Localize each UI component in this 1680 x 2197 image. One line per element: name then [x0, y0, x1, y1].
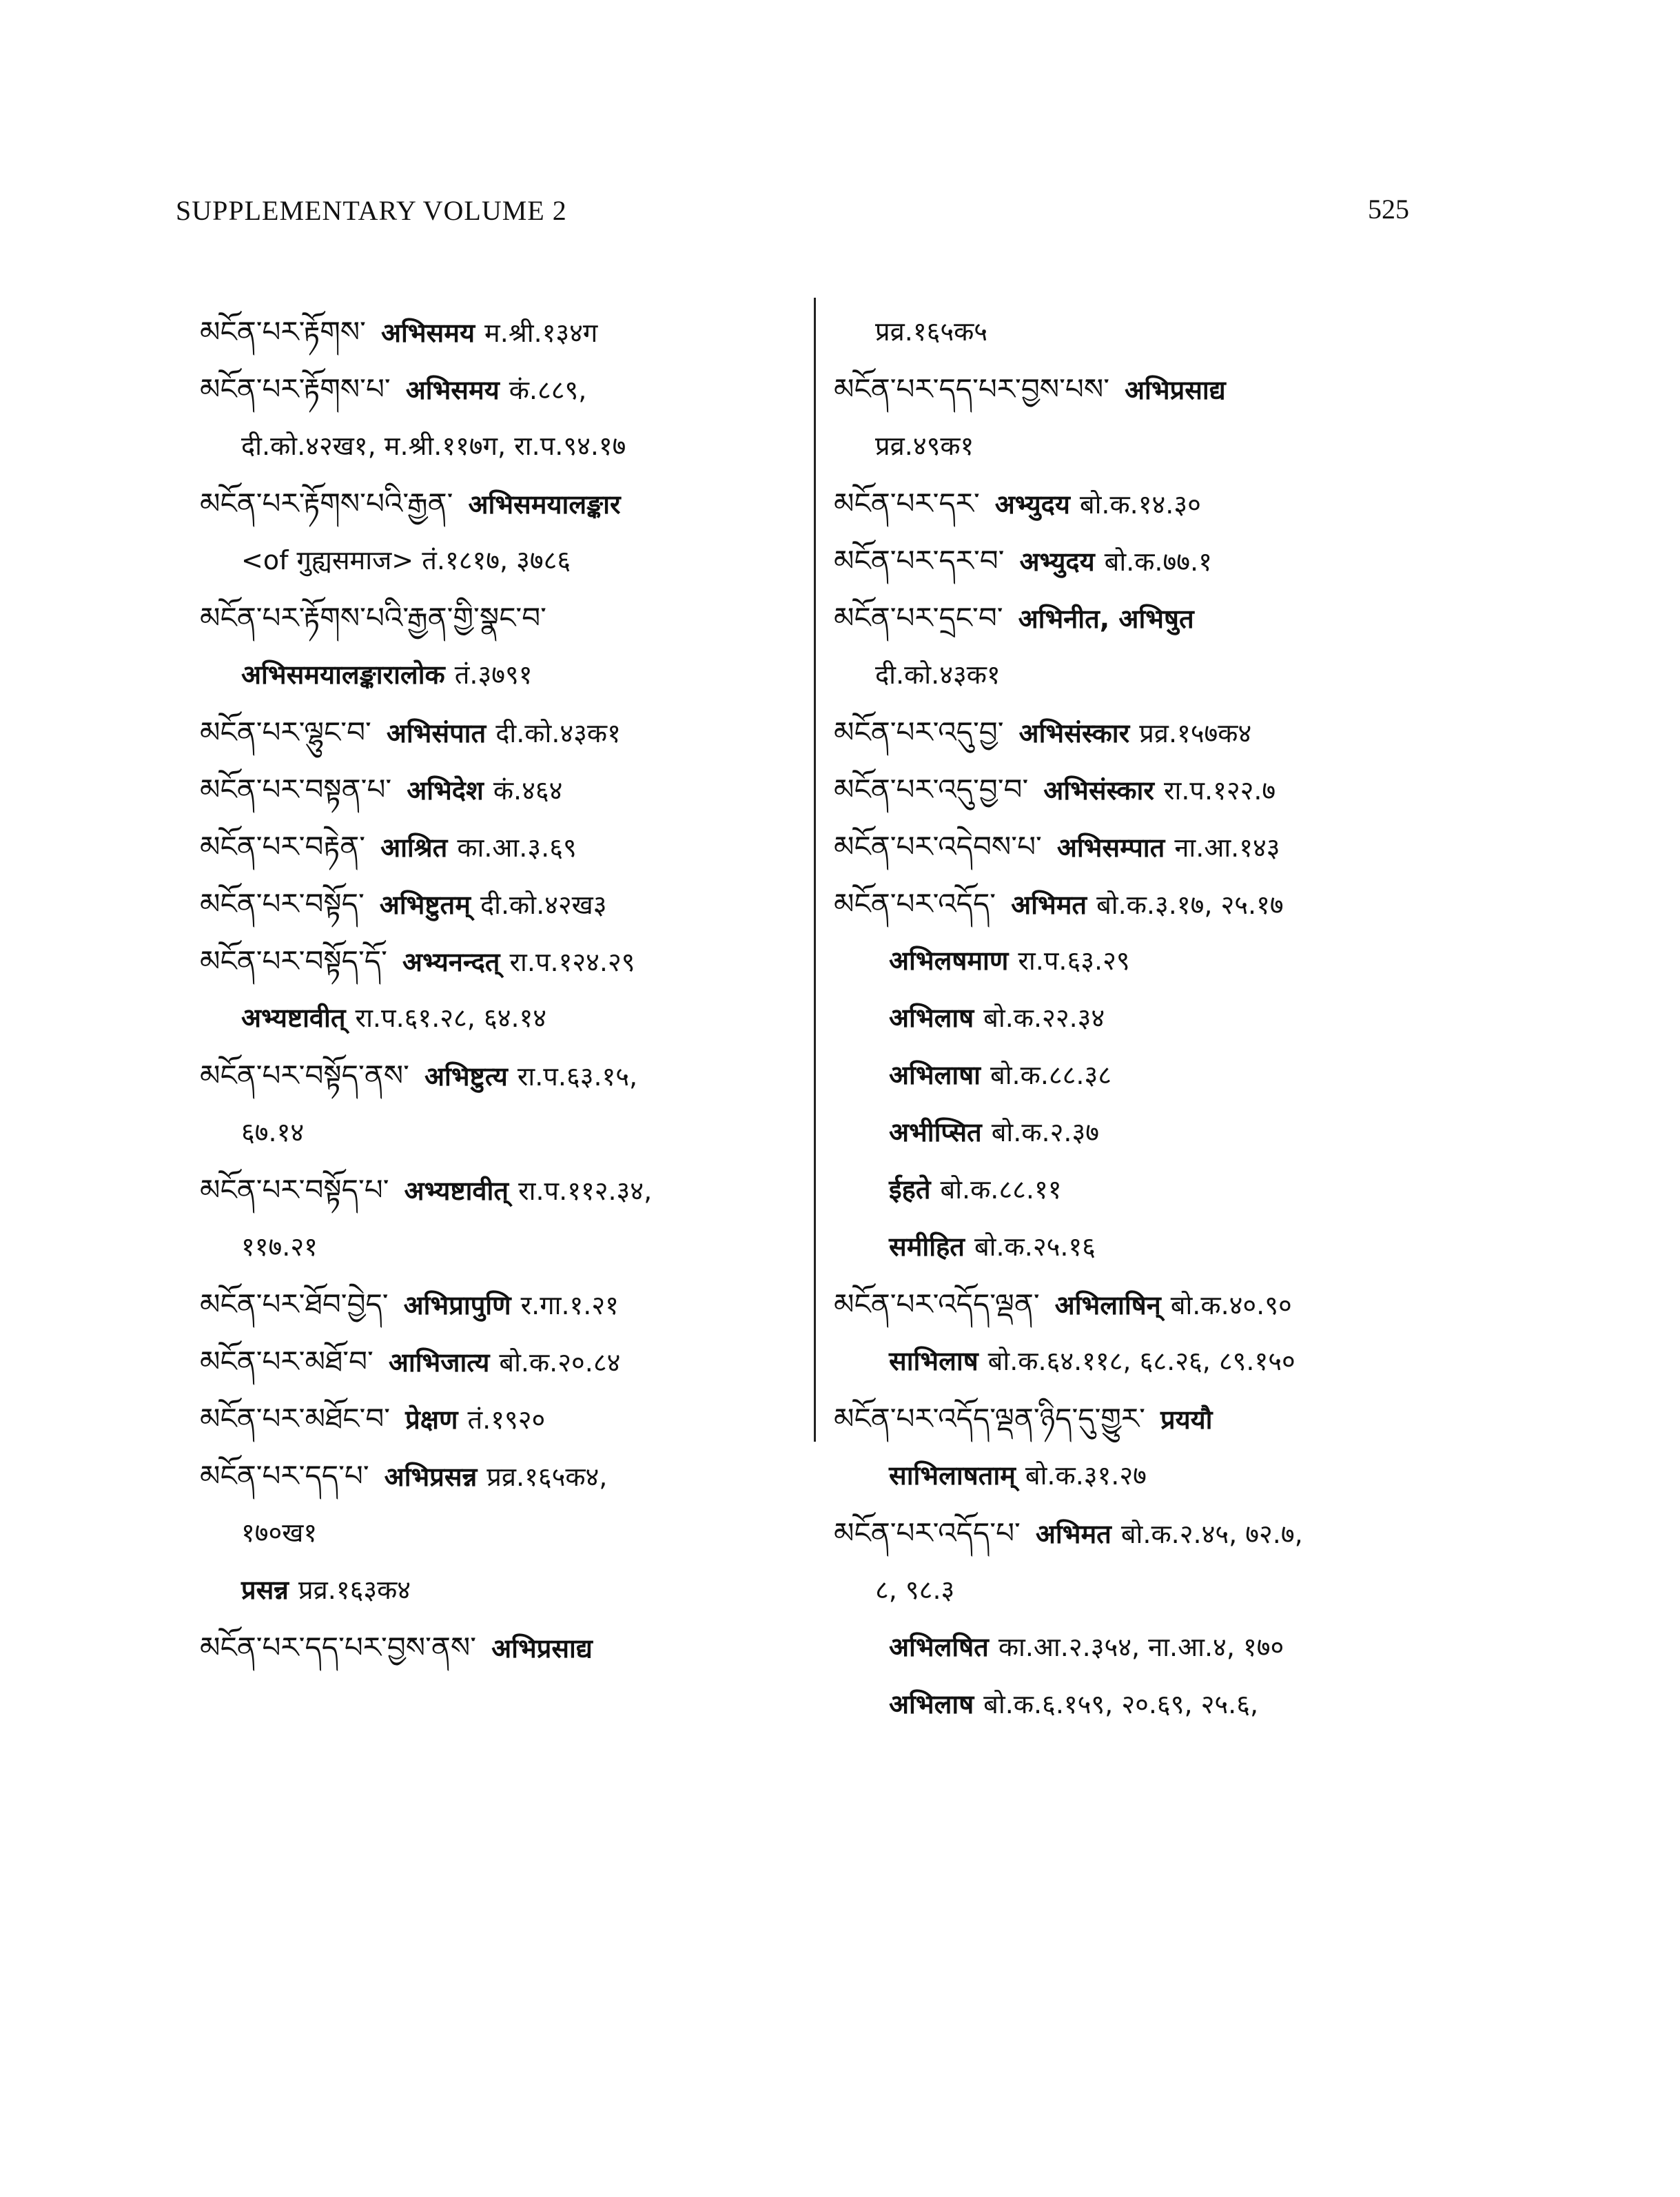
dictionary-entry-line — [834, 818, 1454, 875]
tibetan-headword: མངོན་པར་དད་པར་བྱས་ནས་ — [200, 1631, 477, 1664]
sanskrit-equivalent: अभ्यनन्दत् — [402, 947, 500, 977]
dictionary-entry-line — [200, 932, 806, 990]
dictionary-entry-line — [834, 875, 1454, 932]
tibetan-headword: མངོན་པར་དད་པར་བྱས་པས་ — [834, 372, 1110, 406]
sanskrit-equivalent: साभिलाष — [889, 1346, 979, 1376]
source-reference: बो.क.३.१७, २५.१७ — [1096, 890, 1284, 920]
source-reference: प्रव्र.१६३क४ — [298, 1575, 411, 1605]
left-column — [200, 303, 806, 1676]
column-divider — [814, 298, 816, 1442]
source-reference: तं.३७९१ — [454, 660, 533, 690]
tibetan-headword: མངོན་པར་འདུ་བྱ་ — [834, 715, 1004, 749]
sanskrit-equivalent: अभिप्रापुणि — [403, 1290, 511, 1320]
dictionary-entry-line — [200, 303, 806, 360]
sanskrit-equivalent: अभिप्रसाद्य — [491, 1633, 593, 1664]
dictionary-entry-line — [200, 1161, 806, 1218]
dictionary-entry-line — [200, 818, 806, 875]
tibetan-headword: མངོན་པར་བསྟོད་ནས་ — [200, 1059, 409, 1092]
tibetan-headword: མངོན་པར་རྟོགས་པའི་རྒྱན་གྱི་སྣང་བ་ — [200, 601, 546, 635]
dictionary-entry-line — [200, 1504, 806, 1562]
source-reference: बो.क.६४.११८, ६८.२६, ८९.१५० — [987, 1346, 1295, 1376]
dictionary-entry-line — [200, 1562, 806, 1619]
source-reference: बो.क.६.१५९, २०.६९, २५.६, — [983, 1689, 1259, 1719]
tibetan-headword: མངོན་པར་བརྟེན་ — [200, 830, 366, 864]
source-reference: बो.क.७७.१ — [1104, 546, 1212, 577]
source-reference: <of गुह्यसमाज> तं.१८१७, ३७८६ — [241, 545, 571, 575]
tibetan-headword: མངོན་པར་དྲང་བ་ — [834, 601, 1003, 635]
dictionary-entry-line — [834, 1333, 1454, 1390]
dictionary-entry-line — [834, 303, 1454, 360]
right-column — [834, 303, 1454, 1733]
dictionary-entry-line — [834, 1104, 1454, 1161]
sanskrit-equivalent: अभिमत — [1035, 1519, 1112, 1549]
dictionary-entry-line — [200, 1333, 806, 1390]
sanskrit-equivalent: अभिलषित — [889, 1632, 989, 1662]
sanskrit-equivalent: आश्रित — [380, 832, 448, 863]
dictionary-entry-line — [834, 1390, 1454, 1447]
tibetan-headword: མངོན་པར་དར་བ་ — [834, 544, 1005, 578]
source-reference: प्रव्र.१६५क४, — [486, 1462, 608, 1492]
sanskrit-equivalent: ईहते — [889, 1174, 931, 1205]
sanskrit-equivalent: अभीप्सित — [889, 1117, 982, 1147]
source-reference: रा.प.१२४.२९ — [509, 947, 635, 977]
source-reference: बो.क.८८.११ — [940, 1174, 1062, 1205]
source-reference: ना.आ.१४३ — [1174, 832, 1280, 863]
source-reference: बो.क.३१.२७ — [1025, 1460, 1147, 1491]
sanskrit-equivalent: अभ्युदय — [1019, 546, 1095, 577]
tibetan-headword: མངོན་པར་རྟོགས་པ་ — [200, 372, 391, 406]
sanskrit-equivalent: अभिसमय — [405, 375, 500, 405]
source-reference: बो.क.२२.३४ — [983, 1003, 1105, 1033]
source-reference: प्रव्र.१६५क५ — [875, 316, 988, 347]
dictionary-entry-line — [200, 1390, 806, 1447]
sanskrit-equivalent: अभिदेश — [407, 775, 484, 806]
source-reference: का.आ.२.३५४, ना.आ.४, १७० — [998, 1632, 1284, 1662]
source-reference: रा.प.६१.२८, ६४.१४ — [355, 1003, 547, 1033]
dictionary-entry-line — [200, 1619, 806, 1676]
sanskrit-equivalent: अभिष्टुत्य — [424, 1061, 508, 1092]
dictionary-entry-line — [834, 990, 1454, 1047]
source-reference: म.श्री.१३४ग — [484, 318, 598, 348]
sanskrit-equivalent: समीहित — [889, 1232, 965, 1262]
tibetan-headword: མངོན་པར་འདོད་ — [834, 887, 996, 921]
sanskrit-equivalent: अभिनीत, अभिषुत — [1018, 604, 1194, 634]
tibetan-headword: མངོན་པར་འདོད་པ་ — [834, 1516, 1021, 1550]
source-reference: दी.को.४२ख१, म.श्री.११७ग, रा.प.९४.१७ — [241, 431, 626, 461]
tibetan-headword: མངོན་པར་རྟོགས་ — [200, 315, 366, 349]
source-reference: रा.प.६३.१५, — [517, 1061, 638, 1092]
sanskrit-equivalent: अभिसमय — [380, 318, 475, 348]
tibetan-headword: མངོན་པར་མཐོང་བ་ — [200, 1402, 391, 1435]
sanskrit-equivalent: अभिलषमाण — [889, 946, 1009, 976]
source-reference: बो.क.२.४५, ७२.७, — [1120, 1519, 1303, 1549]
dictionary-entry-line — [834, 932, 1454, 990]
tibetan-headword: མངོན་པར་འདུ་བྱ་བ་ — [834, 773, 1029, 806]
sanskrit-equivalent: अभिष्टुतम् — [379, 890, 471, 920]
source-reference: रा.प.१२२.७ — [1163, 775, 1276, 806]
tibetan-headword: མངོན་པར་བསྟོད་ — [200, 887, 365, 921]
source-reference: रा.प.६३.२९ — [1018, 946, 1130, 976]
source-reference: ६७.१४ — [241, 1117, 305, 1147]
sanskrit-equivalent: प्रसन्न — [241, 1575, 289, 1605]
sanskrit-equivalent: अभिमत — [1011, 890, 1087, 920]
dictionary-entry-line — [200, 1047, 806, 1104]
dictionary-entry-line — [834, 360, 1454, 418]
source-reference: बो.क.२०.८४ — [499, 1347, 621, 1378]
source-reference: बो.क.४०.९० — [1170, 1290, 1292, 1320]
dictionary-entry-line — [834, 1447, 1454, 1504]
sanskrit-equivalent: अभ्यष्टावीत् — [404, 1176, 509, 1206]
sanskrit-equivalent: प्रययौ — [1160, 1404, 1213, 1435]
dictionary-entry-line — [200, 875, 806, 932]
dictionary-entry-line — [834, 646, 1454, 704]
tibetan-headword: མངོན་པར་བསྟན་པ་ — [200, 773, 392, 806]
dictionary-entry-line — [200, 1104, 806, 1161]
source-reference: दी.को.४३क१ — [875, 660, 1001, 690]
source-reference: बो.क.१४.३० — [1079, 489, 1201, 520]
dictionary-entry-line — [200, 646, 806, 704]
tibetan-headword: མངོན་པར་བསྟོད་དོ་ — [200, 944, 387, 978]
tibetan-headword: མངོན་པར་འདེབས་པ་ — [834, 830, 1042, 864]
sanskrit-equivalent: अभिसंपात — [386, 718, 486, 748]
dictionary-entry-line — [200, 1218, 806, 1276]
source-reference: दी.को.४२ख३ — [480, 890, 607, 920]
tibetan-headword: མངོན་པར་རྟོགས་པའི་རྒྱན་ — [200, 487, 453, 520]
sanskrit-equivalent: अभिलाषा — [889, 1060, 981, 1090]
tibetan-headword: མངོན་པར་མཐོ་བ་ — [200, 1345, 373, 1378]
tibetan-headword: མངོན་པར་ལྷུང་བ་ — [200, 715, 371, 749]
sanskrit-equivalent: अभिलाष — [889, 1003, 974, 1033]
sanskrit-equivalent: अभिप्रसाद्य — [1125, 375, 1226, 405]
source-reference: तं.१९२० — [467, 1404, 546, 1435]
dictionary-entry-line — [834, 1161, 1454, 1218]
dictionary-entry-line — [834, 1619, 1454, 1676]
sanskrit-equivalent: अभिसम्पात — [1056, 832, 1165, 863]
source-reference: बो.क.८८.३८ — [990, 1060, 1112, 1090]
source-reference: कं.४६४ — [493, 775, 563, 806]
source-reference: प्रव्र.१५७क४ — [1139, 718, 1252, 748]
dictionary-entry-line — [200, 475, 806, 532]
source-reference: ११७.२१ — [241, 1232, 318, 1262]
dictionary-entry-line — [200, 1276, 806, 1333]
tibetan-headword: མངོན་པར་བསྟོད་པ་ — [200, 1173, 389, 1207]
sanskrit-equivalent: अभिलाष — [889, 1689, 974, 1719]
sanskrit-equivalent: अभिप्रसन्न — [384, 1462, 478, 1492]
dictionary-entry-line — [200, 418, 806, 475]
dictionary-entry-line — [834, 1047, 1454, 1104]
tibetan-headword: མངོན་པར་ཐོབ་བྱེད་ — [200, 1287, 389, 1321]
sanskrit-equivalent: अभिलाषिन् — [1054, 1290, 1161, 1320]
dictionary-entry-line — [834, 1276, 1454, 1333]
dictionary-entry-line — [834, 704, 1454, 761]
source-reference: १७०ख१ — [241, 1518, 318, 1548]
sanskrit-equivalent: साभिलाषताम् — [889, 1460, 1016, 1491]
dictionary-entry-line — [834, 475, 1454, 532]
source-reference: रा.प.११२.३४, — [518, 1176, 653, 1206]
tibetan-headword: མངོན་པར་འདོད་ལྡན་ — [834, 1287, 1040, 1321]
sanskrit-equivalent: अभिसंस्कार — [1018, 718, 1130, 748]
dictionary-entry-line — [200, 589, 806, 646]
dictionary-entry-line — [200, 1447, 806, 1504]
sanskrit-equivalent: आभिजात्य — [388, 1347, 490, 1378]
dictionary-entry-line — [834, 589, 1454, 646]
tibetan-headword: མངོན་པར་འདོད་ལྡན་ཉིད་དུ་གྱུར་ — [834, 1402, 1145, 1435]
page-number: 525 — [1368, 194, 1409, 225]
tibetan-headword: མངོན་པར་དད་པ་ — [200, 1459, 369, 1493]
source-reference: बो.क.२.३७ — [991, 1117, 1099, 1147]
dictionary-entry-line — [834, 1676, 1454, 1733]
dictionary-entry-line — [834, 1562, 1454, 1619]
source-reference: ८, ९८.३ — [875, 1575, 955, 1605]
sanskrit-equivalent: प्रेक्षण — [405, 1404, 458, 1435]
dictionary-entry-line — [200, 360, 806, 418]
source-reference: प्रव्र.४९क१ — [875, 431, 974, 461]
dictionary-entry-line — [200, 532, 806, 589]
source-reference: बो.क.२५.१६ — [974, 1232, 1096, 1262]
sanskrit-equivalent: अभिसंस्कार — [1043, 775, 1154, 806]
dictionary-entry-line — [834, 418, 1454, 475]
dictionary-entry-line — [834, 532, 1454, 589]
sanskrit-equivalent: अभ्युदय — [994, 489, 1070, 520]
tibetan-headword: མངོན་པར་དར་ — [834, 487, 980, 520]
dictionary-entry-line — [834, 761, 1454, 818]
dictionary-entry-line — [834, 1218, 1454, 1276]
dictionary-entry-line — [200, 990, 806, 1047]
sanskrit-equivalent: अभिसमयालङ्कारालोक — [241, 660, 445, 690]
source-reference: का.आ.३.६९ — [457, 832, 577, 863]
source-reference: कं.८८९, — [509, 375, 587, 405]
dictionary-entry-line — [200, 704, 806, 761]
dictionary-entry-line — [200, 761, 806, 818]
running-header-title: SUPPLEMENTARY VOLUME 2 — [176, 195, 567, 226]
dictionary-entry-line — [834, 1504, 1454, 1562]
source-reference: र.गा.१.२१ — [520, 1290, 619, 1320]
sanskrit-equivalent: अभिसमयालङ्कार — [468, 489, 621, 520]
source-reference: दी.को.४३क१ — [495, 718, 621, 748]
sanskrit-equivalent: अभ्यष्टावीत् — [241, 1003, 346, 1033]
